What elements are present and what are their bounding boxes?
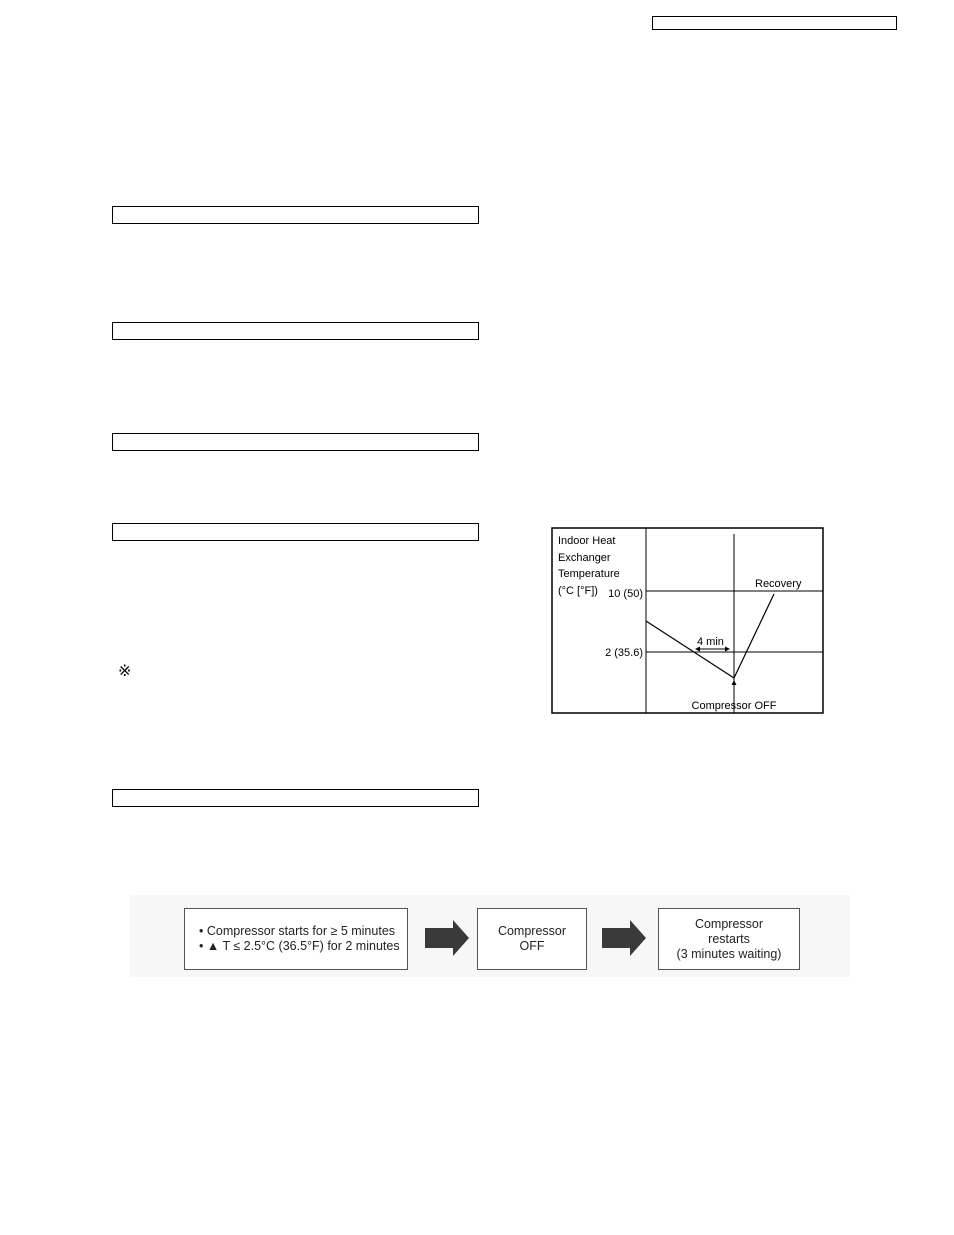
ylabel-line-2: Exchanger xyxy=(558,552,611,564)
ylabel-line-1: Indoor Heat xyxy=(558,535,616,547)
flow-step3-line-2: restarts xyxy=(708,931,750,946)
y-tick-label-10: 10 (50) xyxy=(608,588,643,600)
flow-arrow-icon-2 xyxy=(602,920,648,956)
section-heading-box-3 xyxy=(112,433,479,451)
header-reference-box xyxy=(652,16,897,30)
flow-arrow-icon-1 xyxy=(425,920,471,956)
flow-step2-line-1: Compressor xyxy=(497,924,567,938)
flow-compressor-off-box xyxy=(477,908,587,970)
recovery-label: Recovery xyxy=(755,578,802,590)
duration-label: 4 min xyxy=(697,636,724,648)
flow-condition-line-1: • Compressor starts for ≥ 5 minutes xyxy=(199,924,396,938)
section-heading-box-5 xyxy=(112,789,479,807)
flow-step2-line-2: OFF xyxy=(519,939,545,953)
flow-condition-line-2: • ▲ T ≤ 2.5°C (36.5°F) for 2 minutes xyxy=(199,939,400,953)
flow-compressor-restarts-box xyxy=(658,908,800,970)
section-heading-box-2 xyxy=(112,322,479,340)
flow-step3-line-3: (3 minutes waiting) xyxy=(676,946,782,961)
temperature-chart xyxy=(550,526,826,716)
y-tick-label-2: 2 (35.6) xyxy=(605,647,643,659)
section-heading-box-4 xyxy=(112,523,479,541)
flow-step3-line-1: Compressor xyxy=(694,916,764,931)
compressor-off-label: Compressor OFF xyxy=(691,700,777,712)
ylabel-line-4: (°C [°F]) xyxy=(558,585,598,597)
note-symbol: ※ xyxy=(118,663,132,680)
flow-condition-box xyxy=(184,908,408,970)
ylabel-line-3: Temperature xyxy=(558,568,620,580)
section-heading-box-1 xyxy=(112,206,479,224)
